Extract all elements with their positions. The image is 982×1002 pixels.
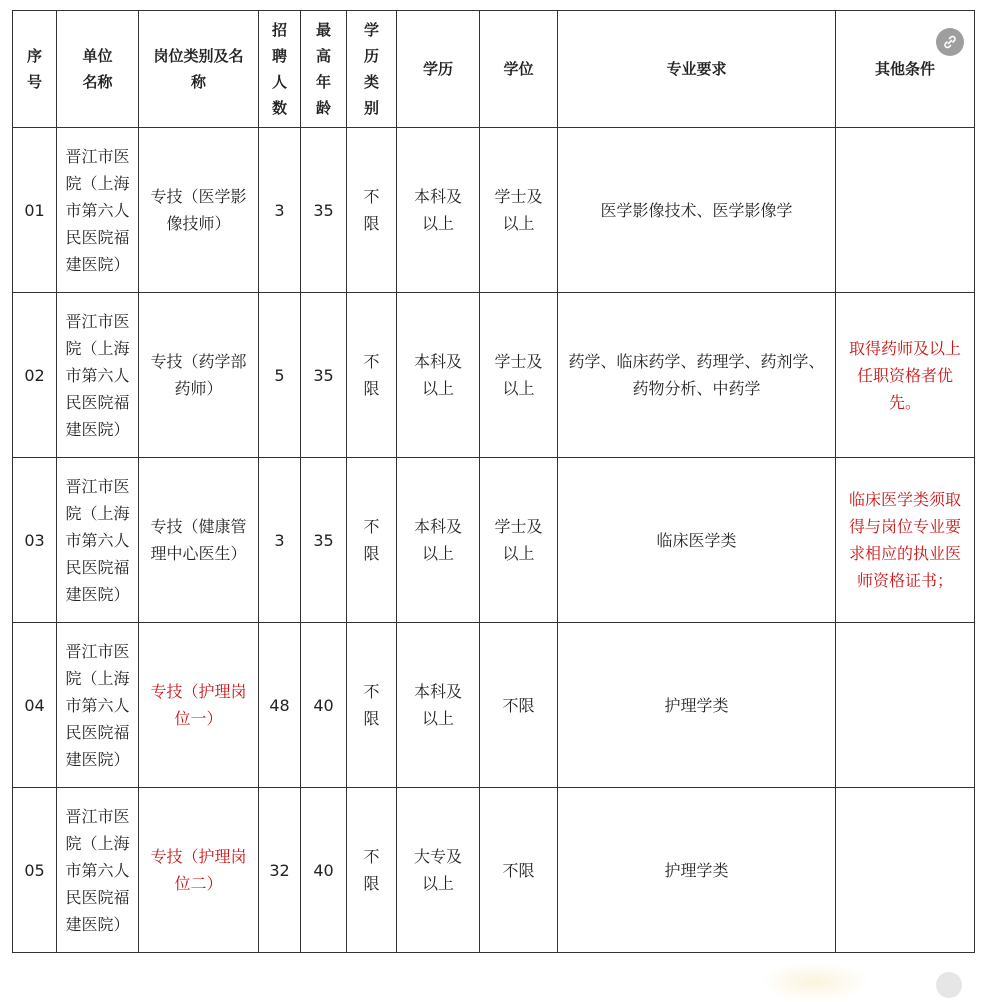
cell-other: 临床医学类须取得与岗位专业要求相应的执业医师资格证书；: [836, 458, 975, 623]
cell-max-age: 35: [301, 128, 347, 293]
header-education: 学历: [397, 11, 480, 128]
cell-index: 04: [13, 623, 57, 788]
cell-max-age: 35: [301, 458, 347, 623]
cell-count: 3: [259, 458, 301, 623]
decorative-glow: [760, 962, 870, 1002]
table-row: [13, 293, 975, 458]
cell-edu-type: 不限: [347, 623, 397, 788]
header-unit: 单位名称: [57, 11, 139, 128]
table-row: [13, 458, 975, 623]
cell-unit: 晋江市医院（上海市第六人民医院福建医院）: [57, 623, 139, 788]
cell-education: 本科及以上: [397, 293, 480, 458]
header-index: 序号: [13, 11, 57, 128]
cell-other: 取得药师及以上任职资格者优先。: [836, 293, 975, 458]
cell-position: 专技（健康管理中心医生）: [139, 458, 259, 623]
cell-index: 02: [13, 293, 57, 458]
link-icon[interactable]: [936, 28, 964, 56]
cell-edu-type: 不限: [347, 128, 397, 293]
cell-position: 专技（医学影像技师）: [139, 128, 259, 293]
cell-position: 专技（护理岗位二）: [139, 788, 259, 953]
cell-unit: 晋江市医院（上海市第六人民医院福建医院）: [57, 293, 139, 458]
cell-unit: 晋江市医院（上海市第六人民医院福建医院）: [57, 788, 139, 953]
cell-count: 5: [259, 293, 301, 458]
cell-count: 48: [259, 623, 301, 788]
cell-major: 护理学类: [558, 788, 836, 953]
cell-position: 专技（护理岗位一）: [139, 623, 259, 788]
cell-index: 03: [13, 458, 57, 623]
cell-max-age: 40: [301, 623, 347, 788]
link-icon-glyph: [942, 34, 958, 50]
cell-degree: 学士及以上: [480, 458, 558, 623]
header-count: 招聘人数: [259, 11, 301, 128]
cell-degree: 不限: [480, 788, 558, 953]
cell-education: 本科及以上: [397, 458, 480, 623]
cell-education: 大专及以上: [397, 788, 480, 953]
cell-other: [836, 788, 975, 953]
cell-major: 临床医学类: [558, 458, 836, 623]
cell-education: 本科及以上: [397, 623, 480, 788]
cell-edu-type: 不限: [347, 788, 397, 953]
cell-unit: 晋江市医院（上海市第六人民医院福建医院）: [57, 458, 139, 623]
cell-unit: 晋江市医院（上海市第六人民医院福建医院）: [57, 128, 139, 293]
cell-major: 护理学类: [558, 623, 836, 788]
header-major: 专业要求: [558, 11, 836, 128]
cell-major: 药学、临床药学、药理学、药剂学、药物分析、中药学: [558, 293, 836, 458]
cell-other: [836, 623, 975, 788]
header-degree: 学位: [480, 11, 558, 128]
recruitment-table: [12, 10, 975, 953]
cell-degree: 不限: [480, 623, 558, 788]
header-row: [13, 11, 975, 128]
table-row: [13, 788, 975, 953]
header-other: 其他条件: [836, 11, 975, 128]
cell-other: [836, 128, 975, 293]
floating-button[interactable]: [936, 972, 962, 998]
cell-edu-type: 不限: [347, 458, 397, 623]
header-max-age: 最高年龄: [301, 11, 347, 128]
cell-max-age: 40: [301, 788, 347, 953]
cell-count: 3: [259, 128, 301, 293]
cell-degree: 学士及以上: [480, 128, 558, 293]
cell-index: 05: [13, 788, 57, 953]
cell-max-age: 35: [301, 293, 347, 458]
header-edu-type: 学历类别: [347, 11, 397, 128]
cell-count: 32: [259, 788, 301, 953]
cell-edu-type: 不限: [347, 293, 397, 458]
cell-index: 01: [13, 128, 57, 293]
cell-education: 本科及以上: [397, 128, 480, 293]
table-row: [13, 128, 975, 293]
header-position: 岗位类别及名称: [139, 11, 259, 128]
cell-major: 医学影像技术、医学影像学: [558, 128, 836, 293]
cell-position: 专技（药学部药师）: [139, 293, 259, 458]
cell-degree: 学士及以上: [480, 293, 558, 458]
table-row: [13, 623, 975, 788]
